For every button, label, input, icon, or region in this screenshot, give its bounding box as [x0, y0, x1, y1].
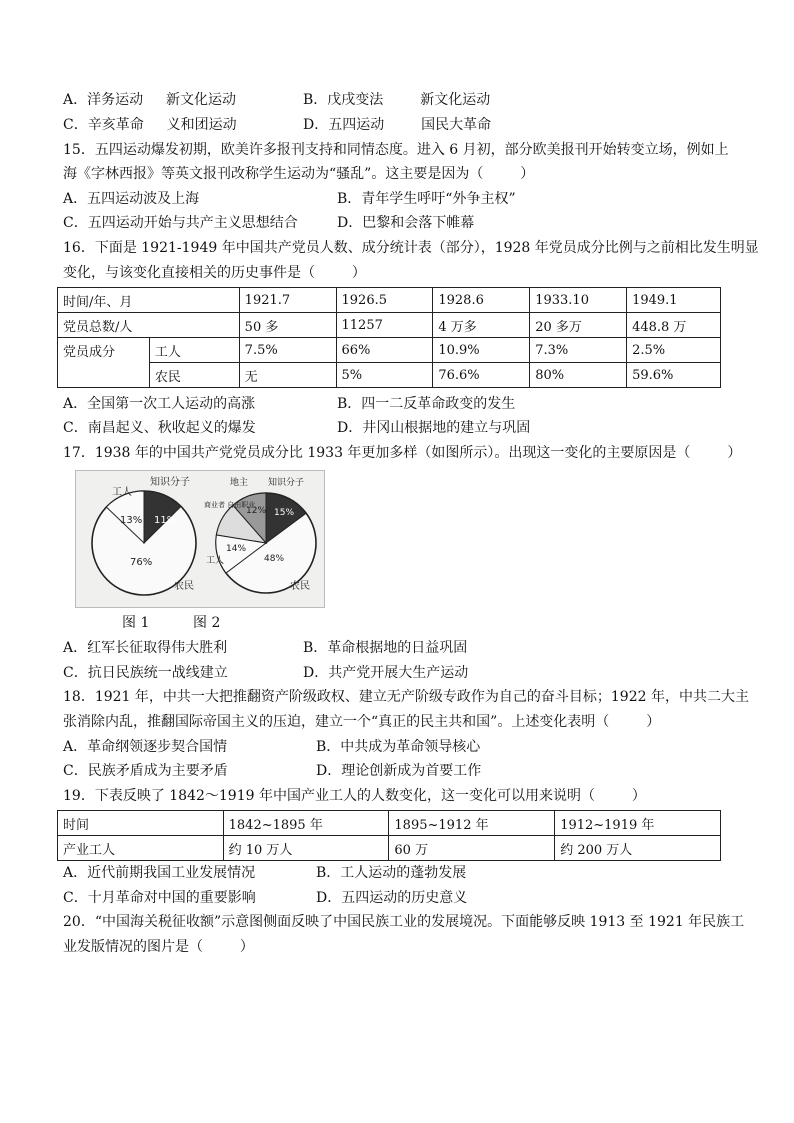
q16-option-c: C．南昌起义、秋收起义的爆发: [63, 420, 256, 436]
q18-option-d: D．理论创新成为首要工作: [316, 763, 482, 779]
q20-stem-line2: 业发版情况的图片是（ ）: [63, 939, 254, 955]
q19-period: 1842~1895 年: [223, 811, 389, 836]
q15-option-d: D．巴黎和会落下帷幕: [337, 215, 475, 231]
q19-option-b: B．工人运动的蓬勃发展: [316, 865, 467, 881]
q16-header-label: 时间/年、月: [58, 288, 240, 313]
fig1-label-intellectual: 知识分子: [150, 477, 190, 488]
fig1-pie: [92, 491, 196, 595]
q16-worker-label: 工人: [149, 338, 239, 363]
fig1-label-worker: 工人: [112, 487, 132, 498]
q14-option-b: B．戊戌变法 新文化运动: [303, 92, 491, 108]
q19-value: 约 200 万人: [555, 836, 721, 861]
q16-stem-line2: 变化，与该变化直接相关的历史事件是（ ）: [63, 265, 366, 281]
q19-value: 约 10 万人: [223, 836, 389, 861]
q14-option-a: A．洋务运动 新文化运动: [63, 92, 237, 108]
q16-peasant-label: 农民: [149, 363, 239, 388]
q17-stem: 17．1938 年的中国共产党党员成分比 1933 年更加多样（如图所示）。出现这一变化的主要原因是（ ）: [63, 445, 742, 461]
q15-option-c: C．五四运动开始与共产主义思想结合: [63, 215, 298, 231]
q18-stem-line1: 18．1921 年，中共一大把推翻资产阶级政权、建立无产阶级专政作为自己的奋斗目标；1922 年，中共二大主: [63, 689, 749, 705]
q19-option-d: D．五四运动的历史意义: [316, 890, 468, 906]
q16-worker-share: 66%: [336, 338, 433, 363]
q18-stem-line2: 张消除内乱，推翻国际帝国主义的压迫，建立一个“真正的民主共和国”。上述变化表明（ ）: [63, 714, 661, 730]
q17-fig1-caption: 图 1: [122, 615, 150, 631]
fig2-value-intellectual: 15%: [274, 508, 295, 518]
fig2-value-landlord: 12%: [246, 506, 267, 516]
q16-total-label: 党员总数/人: [58, 313, 240, 338]
q16-peasant-share: 76.6%: [433, 363, 530, 388]
q16-option-a: A．全国第一次工人运动的高涨: [63, 396, 256, 412]
fig2-label-peasant: 农民: [290, 581, 310, 592]
q18-option-b: B．中共成为革命领导核心: [316, 739, 481, 755]
fig1-value-peasant: 76%: [130, 557, 153, 568]
q16-date: 1928.6: [433, 288, 530, 313]
q16-worker-share: 7.5%: [239, 338, 336, 363]
q16-composition-label: 党员成分: [58, 338, 150, 388]
q17-option-a: A．红军长征取得伟大胜利: [63, 640, 228, 656]
q15-option-b: B．青年学生呼吁“外争主权”: [337, 191, 516, 207]
q17-pie-svg: [76, 471, 324, 607]
q16-worker-share: 2.5%: [627, 338, 721, 363]
fig2-label-intellectual: 知识分子: [268, 478, 305, 488]
q16-total: 4 万多: [433, 313, 530, 338]
q17-fig2-caption: 图 2: [193, 615, 221, 631]
q16-worker-share: 10.9%: [433, 338, 530, 363]
q16-total: 50 多: [239, 313, 336, 338]
q15-stem-line1: 15．五四运动爆发初期，欧美许多报刊支持和同情态度。进入 6 月初，部分欧美报刊开始转变立场，例如上: [63, 142, 729, 158]
q19-option-c: C．十月革命对中国的重要影响: [63, 890, 256, 906]
q17-pie-figure: [75, 470, 325, 608]
q14-option-c: C．辛亥革命 义和团运动: [63, 117, 237, 133]
q20-stem-line1: 20．“中国海关税征收额”示意图侧面反映了中国民族工业的发展境况。下面能够反映 1913 至 1921 年民族工: [63, 914, 745, 930]
fig2-label-landlord: 地主: [230, 478, 249, 488]
q18-option-a: A．革命纲领逐步契合国情: [63, 739, 228, 755]
fig2-label-other: 商业者 自由职业: [204, 501, 256, 509]
q19-period: 1912~1919 年: [555, 811, 721, 836]
q16-peasant-share: 80%: [530, 363, 627, 388]
fig1-value-intellectual: 11%: [154, 515, 177, 526]
q19-period: 1895~1912 年: [389, 811, 555, 836]
q16-option-d: D．井冈山根据地的建立与巩固: [337, 420, 531, 436]
fig2-label-worker: 工人: [206, 556, 225, 566]
q16-date: 1926.5: [336, 288, 433, 313]
q16-date: 1921.7: [239, 288, 336, 313]
q19-stem: 19．下表反映了 1842～1919 年中国产业工人的人数变化，这一变化可以用来说明（ ）: [63, 788, 646, 804]
fig2-value-worker: 14%: [226, 544, 247, 554]
q16-peasant-share: 5%: [336, 363, 433, 388]
q16-total: 20 多万: [530, 313, 627, 338]
q16-party-table: [57, 287, 721, 388]
q19-option-a: A．近代前期我国工业发展情况: [63, 865, 256, 881]
q16-peasant-share: 59.6%: [627, 363, 721, 388]
q19-workers-table: [57, 810, 721, 861]
fig1-value-worker: 13%: [120, 515, 143, 526]
q15-option-a: A．五四运动波及上海: [63, 191, 200, 207]
q14-option-d: D．五四运动 国民大革命: [303, 117, 492, 133]
q16-total: 11257: [336, 313, 433, 338]
q15-stem-line2: 海《字林西报》等英文报刊改称学生运动为“骚乱”。这主要是因为（ ）: [63, 166, 535, 182]
q18-option-c: C．民族矛盾成为主要矛盾: [63, 763, 228, 779]
q16-date: 1949.1: [627, 288, 721, 313]
q16-option-b: B．四一二反革命政变的发生: [337, 396, 516, 412]
fig2-value-peasant: 48%: [264, 554, 285, 564]
q16-stem-line1: 16．下面是 1921-1949 年中国共产党员人数、成分统计表（部分），1928 年党员成分比例与之前相比发生明显: [63, 240, 759, 256]
q16-date: 1933.10: [530, 288, 627, 313]
q17-option-c: C．抗日民族统一战线建立: [63, 665, 228, 681]
q16-peasant-share: 无: [239, 363, 336, 388]
q16-worker-share: 7.3%: [530, 338, 627, 363]
q17-option-b: B．革命根据地的日益巩固: [303, 640, 468, 656]
q17-option-d: D．共产党开展大生产运动: [303, 665, 469, 681]
q19-value: 60 万: [389, 836, 555, 861]
q19-row-label: 产业工人: [58, 836, 224, 861]
q16-total: 448.8 万: [627, 313, 721, 338]
fig1-label-peasant: 农民: [174, 581, 194, 592]
q19-header-label: 时间: [58, 811, 224, 836]
